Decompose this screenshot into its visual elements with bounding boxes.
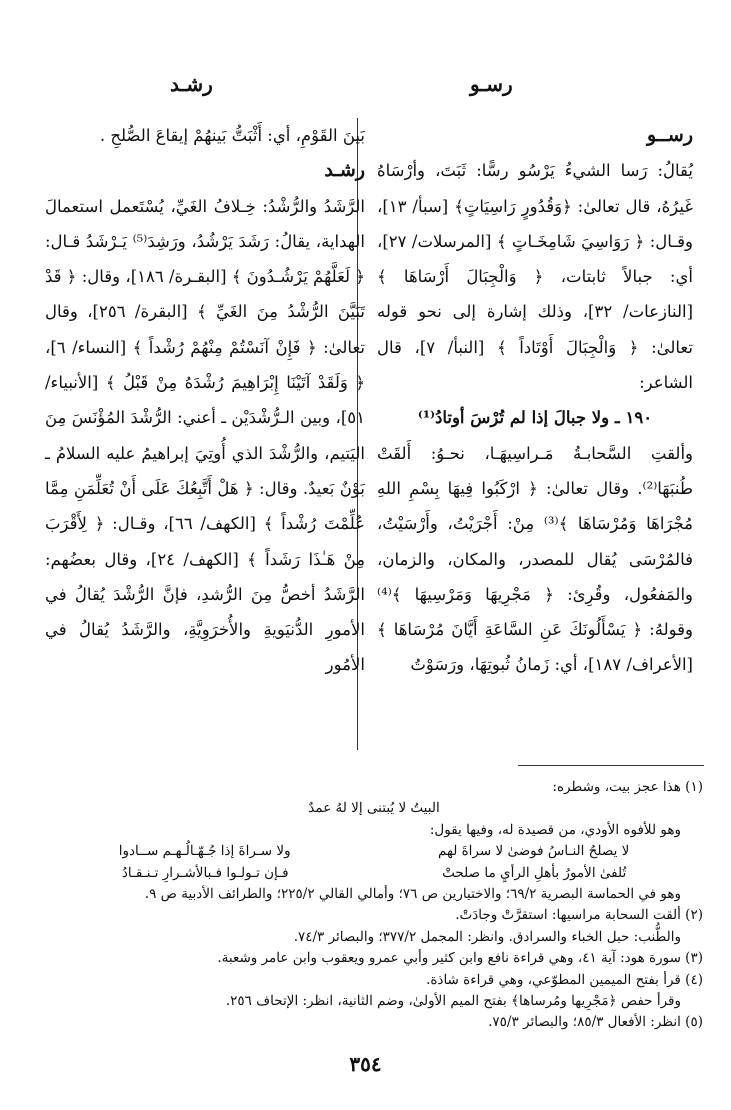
entry-text: يُقالُ: رَسا الشيءُ يَرْسُو رسًّا: ثَبَتَ، وأرْسَاهُ غَيرُهُ، قال تعالىٰ: ﴿وَقُدُورٍ رَاسِيَاتٍ﴾ [سبأ/ ١٣]، وقـال: ﴿ رَوَاسِيَ شَامِخَـاتٍ ﴾ [المرسلات/ ٢٧]، أي: جبالاً ثابتات، ﴿ وَالْجِبَالَ أَرْسَاهَا ﴾ [النازعات/ ٣٢]، وذلك إشارة إلى نحو قوله تعالىٰ: ﴿ وَالْجِبَالَ أَوْتَاداً ﴾ [النبأ/ ٧]، قال الشاعر:	[377, 161, 694, 393]
entry-text: بَينَ القَوْمِ، أي: أَثْبَتُّ بَينهُمْ إيقاعَ الصُّلحِ .	[99, 126, 365, 145]
hemistich: تُلفىٰ الأمورُ بأهلِ الرأيِ ما صلحتْ	[442, 864, 627, 881]
footnote: وهو للأفوه الأودي، من قصيدة له، وفيها يقول:	[429, 821, 681, 838]
footnote-hemistich: البيتُ لا يُبتنى إلا لهُ عمدٌ	[308, 800, 440, 817]
footnote: (١) هذا عجز بيت، وشطره:	[552, 779, 703, 795]
right-column	[377, 118, 693, 683]
footnote: (٣) سورة هود: آية ٤١، وهي قراءة نافع وابن كثير وأبي عمرو ويعقوب وابن عامر وشعبة.	[217, 950, 703, 967]
poetry-verse: ١٩٠ ـ ولا جبالَ إذا لم تُرْسَ أوتادُ⁽¹⁾	[417, 408, 653, 428]
footnote-rule	[518, 765, 704, 766]
footnotes	[45, 777, 703, 1034]
left-column	[45, 118, 365, 683]
entry-heading-rashd: رشـد	[324, 159, 365, 182]
footnote: والطُّنب: حبل الخباء والسرادق. وانظر: المجمل ٣٧٧/٢؛ والبصائر ٧٤/٣.	[293, 928, 681, 945]
footnote: (٥) انظر: الأفعال ٨٥/٣؛ والبصائر ٧٥/٣.	[488, 1014, 703, 1031]
hemistich: لا يصلحُ النـاسُ فوضىٰ لا سراةَ لهم	[437, 843, 630, 860]
couplet	[45, 863, 703, 884]
running-header-left: رشـد	[170, 72, 213, 96]
footnote: (٤) قرأ بفتح الميمين المطوّعي، وهي قراءة شاذة.	[426, 971, 703, 988]
footnote: وهو في الحماسة البصرية ٦٩/٢؛ والاختيارين ص ٧٦؛ وأمالي القالي ٢٢٥/٢؛ والطرائف الأدبية ص ٩.	[144, 886, 681, 903]
entry-text: وألقتِ السَّحابـةُ مَـراسِيهَـا، نحـوُ: أَلقَتْ طُنبَهَا⁽²⁾. وقال تعالىٰ: ﴿ ارْكَبُوا فِيهَا بِسْمِ اللهِ مُجْرَاهَا وَمُرْسَاهَا ﴾⁽³⁾ مِنْ: أَجْرَيْتُ، وأَرْسَيْتُ، فالمُرْسَى يُقال للمصدر، والمكان، والزمان، والمَفعُول، وقُرِئ: ﴿ مَجْرِيهَا وَمَرْسِيهَا ﴾⁽⁴⁾ وقولهُ: ﴿ يَسْأَلُونَكَ عَنِ السَّاعَةِ أَيَّانَ مُرْسَاهَا ﴾ [الأعراف/ ١٨٧]، أي: زَمانُ ثُبوتِهَا، ورَسَوْتُ	[377, 443, 694, 675]
footnote: (٢) ألقت السحابة مراسيها: استقرَّتْ وجادَتْ.	[455, 907, 703, 924]
running-header-right: رسـو	[470, 72, 513, 96]
entry-text: الرَّشَدُ والرُّشْدُ: خِـلافُ الغَيِّ، يُسْتَعمل استعمالَ الهداية، يقالُ: رَشَدَ يَرْشُدُ، ورَشِدَ⁽⁵⁾ يَـرْشَدُ قـال: ﴿ لَعَلَّهُمْ يَرْشُـدُونَ ﴾ [البقـرة/ ١٨٦]، وقال: ﴿ قَدْ تَبَيَّنَ الرُّشْدُ مِنَ الغَيِّ ﴾ [البقرة/ ٢٥٦]، وقال تعالىٰ: ﴿ فَإِنْ آنَسْتُمْ مِنْهُمْ رُشْداً ﴾ [النساء/ ٦]، ﴿ وَلَقَدْ آتَيْنَا إِبْرَاهِيمَ رُشْدَهُ مِنْ قَبْلُ ﴾ [الأنبياء/ ٥١]، وبين الـرُّشْدَيْن ـ أعني: الرُّشْدَ المُؤْنَسَ مِنَ اليَتيم، والرُّشْدَ الذي أُوتِيَ إبراهيمُ عليه السلامُ ـ بَوْنٌ بَعيدٌ. وقال: ﴿ هَلْ أَتَّبِعُكَ عَلَى أَنْ تُعَلِّمَنِ مِمَّا عُلِّمْتَ رُشْداً ﴾ [الكهف/ ٦٦]، وقـال: ﴿ لِأَقْرَبَ مِنْ هَـٰذَا رَشَداً ﴾ [الكهف/ ٢٤]، وقال بعضُهم: الرَّشَدُ أخصُّ مِنَ الرُّشدِ، فإنَّ الرُّشْدَ يُقالُ في الأمورِ الدُّنيَويةِ والأُخرَوِيَّةِ، والرَّشَدُ يُقالُ في الأمُور	[45, 196, 366, 675]
hemistich: ولا سـراةَ إذا جُـهّـالُـهـم ســادوا	[118, 843, 291, 860]
footnote: وقرأ حفص ﴿مَجْرِيها ومُرساها﴾ بفتح الميم الأولىٰ، وضم الثانية، انظر: الإتحاف ٢٥٦.	[225, 993, 681, 1010]
couplet	[45, 841, 703, 862]
hemistich: فـإن تـولـوا فـبالأشـرارِ تـنـقـادُ	[121, 864, 289, 881]
entry-heading-rasw: رســو	[646, 124, 693, 146]
page-number: ٣٥٤	[349, 1052, 382, 1076]
